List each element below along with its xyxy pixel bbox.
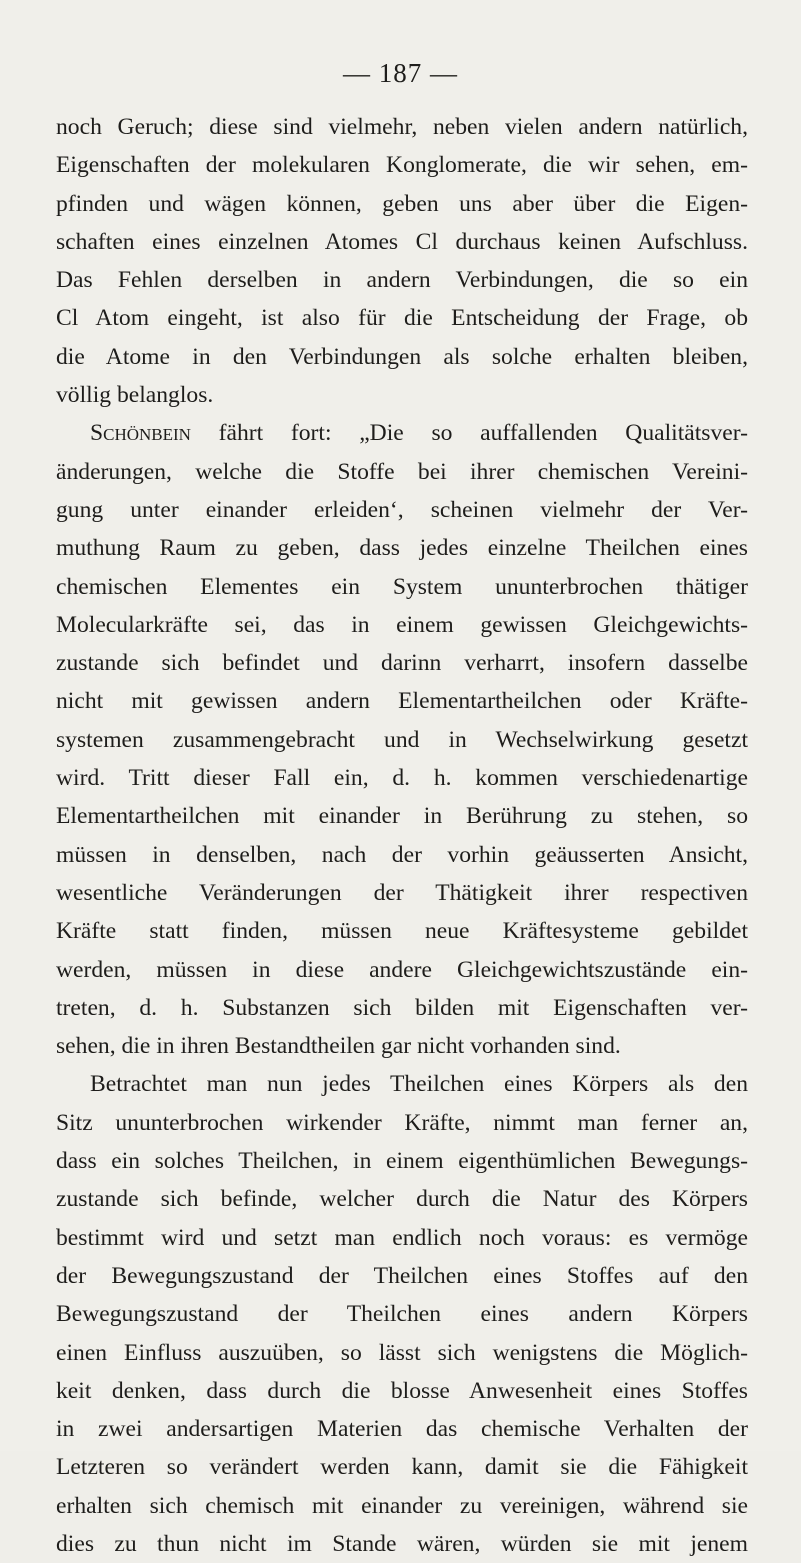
text-line <box>56 185 748 223</box>
text-line <box>56 414 748 452</box>
text-line <box>56 1027 748 1065</box>
text-line <box>56 1334 748 1372</box>
text-line <box>56 1142 748 1180</box>
text-line <box>56 721 748 759</box>
text-line-content: Sitz ununterbrochen wirkender Kräfte, nimmt man ferner an, <box>56 1109 748 1136</box>
text-line-content: sehen, die in ihren Bestandtheilen gar nicht vorhanden sind. <box>56 1033 621 1060</box>
text-line <box>56 1372 748 1410</box>
text-line-content: Bewegungszustand der Theilchen eines andern Körpers <box>56 1301 748 1328</box>
text-line <box>56 682 748 720</box>
text-line <box>56 836 748 874</box>
text-line <box>56 1525 748 1563</box>
body-text <box>56 108 748 1563</box>
text-line <box>56 1257 748 1295</box>
text-line-content: Kräfte statt finden, müssen neue Kräftesysteme gebildet <box>56 918 748 945</box>
text-line <box>56 376 748 414</box>
text-line-content: völlig belanglos. <box>56 382 214 409</box>
text-line <box>56 261 748 299</box>
text-line <box>56 146 748 184</box>
text-line-content: nicht mit gewissen andern Elementartheilchen oder Kräfte- <box>56 688 748 715</box>
text-line-content: Cl Atom eingeht, ist also für die Entscheidung der Frage, ob <box>56 305 748 332</box>
page-number: — 187 — <box>343 58 458 88</box>
text-line <box>56 606 748 644</box>
text-line-content: Elementartheilchen mit einander in Berührung zu stehen, so <box>56 803 748 830</box>
text-line <box>56 108 748 146</box>
text-line <box>56 759 748 797</box>
text-line <box>56 568 748 606</box>
text-line-content: der Bewegungszustand der Theilchen eines Stoffes auf den <box>56 1262 748 1289</box>
text-line-content: werden, müssen in diese andere Gleichgewichtszustände ein- <box>56 956 748 983</box>
author-name: Schönbein <box>90 420 191 447</box>
text-line <box>56 453 748 491</box>
text-line-content: Molecularkräfte sei, das in einem gewissen Gleichgewichts- <box>56 611 748 638</box>
text-line <box>56 797 748 835</box>
text-line-content: Das Fehlen derselben in andern Verbindungen, die so ein <box>56 267 748 294</box>
text-line-content: einen Einfluss auszuüben, so lässt sich wenigstens die Möglich- <box>56 1339 748 1366</box>
text-line-content: zustande sich befindet und darinn verharrt, insofern dasselbe <box>56 650 748 677</box>
text-line-content: noch Geruch; diese sind vielmehr, neben vielen andern natürlich, <box>56 114 748 140</box>
text-line-content: dass ein solches Theilchen, in einem eigenthümlichen Bewegungs- <box>56 1148 748 1175</box>
text-line-content: wird. Tritt dieser Fall ein, d. h. kommen verschiedenartige <box>56 765 748 792</box>
text-line-content: bestimmt wird und setzt man endlich noch voraus: es vermöge <box>56 1224 748 1251</box>
text-line <box>56 644 748 682</box>
text-line-content: zustande sich befinde, welcher durch die Natur des Körpers <box>56 1186 748 1213</box>
text-line <box>56 223 748 261</box>
text-line <box>56 951 748 989</box>
text-line-content: änderungen, welche die Stoffe bei ihrer chemischen Vereini- <box>56 458 748 485</box>
text-line <box>56 1295 748 1333</box>
text-line-content: Letzteren so verändert werden kann, damit sie die Fähigkeit <box>56 1454 748 1481</box>
text-line-content: erhalten sich chemisch mit einander zu vereinigen, während sie <box>56 1492 748 1519</box>
text-line-content: schaften eines einzelnen Atomes Cl durchaus keinen Aufschluss. <box>56 228 748 255</box>
text-line-content: pfinden und wägen können, geben uns aber über die Eigen- <box>56 190 748 217</box>
text-line <box>56 912 748 950</box>
text-line-content: die Atome in den Verbindungen als solche erhalten bleiben, <box>56 343 748 370</box>
text-line <box>56 1104 748 1142</box>
text-line <box>56 874 748 912</box>
text-line <box>56 1065 748 1103</box>
text-line <box>56 529 748 567</box>
text-line <box>56 1487 748 1525</box>
text-line-content: Eigenschaften der molekularen Konglomerate, die wir sehen, em- <box>56 152 748 179</box>
text-line-content: in zwei andersartigen Materien das chemische Verhalten der <box>56 1416 748 1443</box>
text-line-content: wesentliche Veränderungen der Thätigkeit ihrer respectiven <box>56 879 748 906</box>
text-line <box>56 338 748 376</box>
text-line <box>56 299 748 337</box>
text-line <box>56 989 748 1027</box>
text-line-content: muthung Raum zu geben, dass jedes einzelne Theilchen eines <box>56 535 748 562</box>
text-line-content: treten, d. h. Substanzen sich bilden mit Eigenschaften ver- <box>56 994 748 1021</box>
text-line <box>56 1448 748 1486</box>
text-line-content: systemen zusammengebracht und in Wechselwirkung gesetzt <box>56 726 748 753</box>
text-line <box>56 1219 748 1257</box>
text-line-content: müssen in denselben, nach der vorhin geäusserten Ansicht, <box>56 841 748 868</box>
text-line <box>56 1180 748 1218</box>
text-line-content: fährt fort: „Die so auffallenden Qualitätsver- <box>190 420 748 447</box>
text-line-content: Betrachtet man nun jedes Theilchen eines Körpers als den <box>90 1071 748 1098</box>
text-line-content: dies zu thun nicht im Stande wären, würden sie mit jenem <box>56 1530 748 1557</box>
text-line-content: gung unter einander erleiden‘, scheinen vielmehr der Ver- <box>56 496 748 523</box>
text-line-content: chemischen Elementes ein System ununterbrochen thätiger <box>56 573 748 600</box>
text-line-content: keit denken, dass durch die blosse Anwesenheit eines Stoffes <box>56 1377 748 1404</box>
text-line <box>56 491 748 529</box>
text-line <box>56 1410 748 1448</box>
